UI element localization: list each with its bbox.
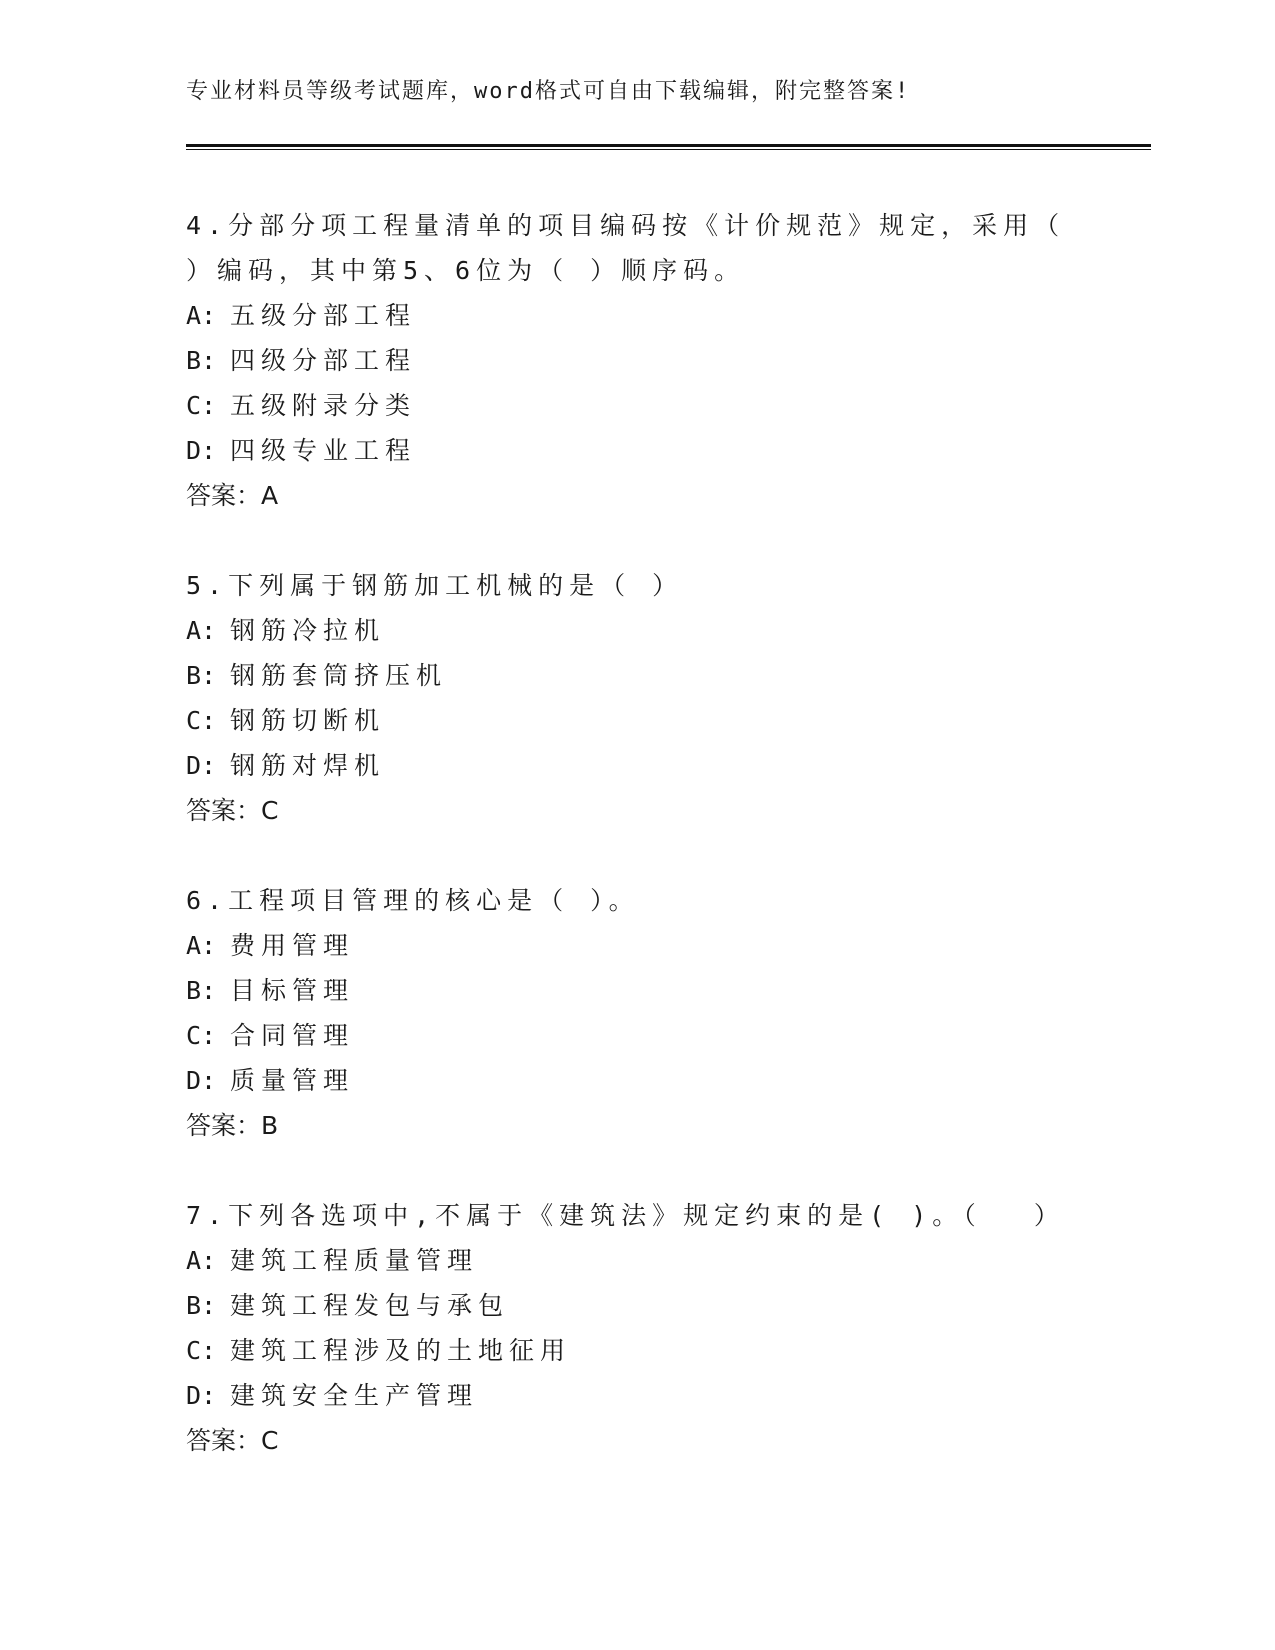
option-text: 目标管理 [230, 976, 355, 1005]
option-letter: C: [186, 391, 217, 420]
question-text: 6.工程项目管理的核心是（ ）。 [186, 886, 640, 915]
question-5 [186, 563, 1086, 833]
header-divider [186, 144, 1151, 150]
option-text: 建筑安全生产管理 [230, 1381, 479, 1410]
option-text: 钢筋套筒挤压机 [230, 661, 448, 690]
option-text: 钢筋对焊机 [230, 751, 386, 780]
answer-line: 答案：C [186, 796, 279, 825]
option-letter: D: [186, 1066, 217, 1095]
option-a [186, 608, 1086, 653]
option-text: 五级附录分类 [230, 391, 417, 420]
option-letter: B: [186, 1291, 217, 1320]
option-b [186, 968, 1086, 1013]
option-text: 五级分部工程 [230, 301, 417, 330]
option-a [186, 293, 1086, 338]
option-letter: D: [186, 1381, 217, 1410]
option-c [186, 383, 1086, 428]
answer-line: 答案：A [186, 481, 279, 510]
option-letter: A: [186, 1246, 217, 1275]
option-d [186, 1373, 1086, 1418]
option-letter: A: [186, 301, 217, 330]
question-text: 7.下列各选项中,不属于《建筑法》规定约束的是( )。（ ） [186, 1201, 1065, 1230]
option-text: 建筑工程发包与承包 [230, 1291, 510, 1320]
question-4 [186, 203, 1086, 518]
option-letter: B: [186, 346, 217, 375]
option-letter: A: [186, 931, 217, 960]
option-b [186, 338, 1086, 383]
option-text: 钢筋切断机 [230, 706, 386, 735]
option-c [186, 1328, 1086, 1373]
option-letter: C: [186, 1336, 217, 1365]
option-text: 四级专业工程 [230, 436, 417, 465]
option-a [186, 923, 1086, 968]
question-7 [186, 1193, 1086, 1463]
option-d [186, 1058, 1086, 1103]
option-c [186, 1013, 1086, 1058]
option-letter: B: [186, 976, 217, 1005]
option-letter: B: [186, 661, 217, 690]
option-text: 质量管理 [230, 1066, 355, 1095]
answer-line: 答案：C [186, 1426, 279, 1455]
option-letter: D: [186, 751, 217, 780]
question-text: 5.下列属于钢筋加工机械的是（ ） [186, 571, 684, 600]
question-6 [186, 878, 1086, 1148]
option-d [186, 743, 1086, 788]
option-a [186, 1238, 1086, 1283]
option-b [186, 653, 1086, 698]
option-text: 建筑工程质量管理 [230, 1246, 479, 1275]
option-text: 四级分部工程 [230, 346, 417, 375]
option-text: 建筑工程涉及的土地征用 [230, 1336, 572, 1365]
option-text: 合同管理 [230, 1021, 355, 1050]
option-text: 费用管理 [230, 931, 355, 960]
option-b [186, 1283, 1086, 1328]
option-d [186, 428, 1086, 473]
answer-line: 答案：B [186, 1111, 279, 1140]
question-text: 4.分部分项工程量清单的项目编码按《计价规范》规定，采用（ ）编码，其中第5、6位为（ ）顺序码。 [186, 211, 1066, 285]
option-c [186, 698, 1086, 743]
question-list [186, 203, 1086, 1508]
option-text: 钢筋冷拉机 [230, 616, 386, 645]
option-letter: A: [186, 616, 217, 645]
option-letter: C: [186, 706, 217, 735]
option-letter: D: [186, 436, 217, 465]
page-header: 专业材料员等级考试题库，word格式可自由下载编辑，附完整答案! [186, 79, 911, 104]
option-letter: C: [186, 1021, 217, 1050]
